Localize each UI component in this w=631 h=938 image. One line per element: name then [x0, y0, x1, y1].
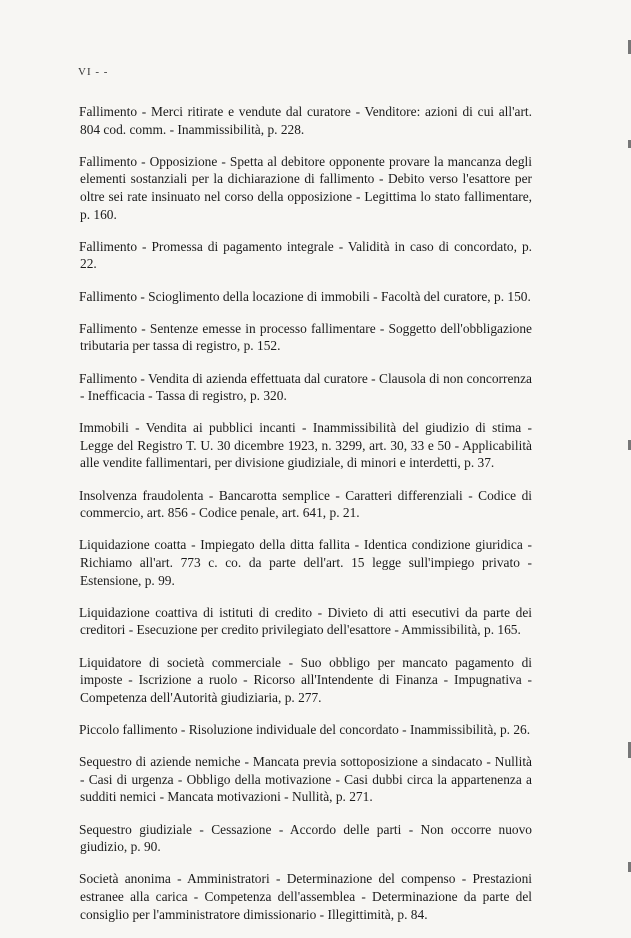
index-entry: Liquidazione coatta - Impiegato della ditta fallita - Identica condizione giuridica - Richiamo all'art. 773 c. co. da parte dell'art. 15 legge sull'impiego privato - Estensione, p. 99. [79, 537, 532, 588]
index-list [80, 103, 532, 938]
index-entry: Immobili - Vendita ai pubblici incanti - Inammissibilità del giudizio di stima - Legge del Registro T. U. 30 dicembre 1923, n. 3299, art. 30, 33 e 50 - Applicabilità alle vendite fallimentari, per divisione giudiziale, di minori e interdetti, p. 37. [79, 420, 532, 471]
index-entry: Insolvenza fraudolenta - Bancarotta semplice - Caratteri differenziali - Codice di commercio, art. 856 - Codice penale, art. 641, p. 21. [79, 487, 532, 521]
page-number: VI - - [78, 66, 109, 78]
index-entry: Fallimento - Vendita di azienda effettuata dal curatore - Clausola di non concorrenza - Inefficacia - Tassa di registro, p. 320. [79, 370, 532, 404]
index-entry: Sequestro di aziende nemiche - Mancata previa sottoposizione a sindacato - Nullità - Casi di urgenza - Obbligo della motivazione - Casi dubbi circa la appartenenza a sudditi nemici - Mancata motivazioni - Nullità, p. 271. [79, 754, 532, 805]
index-entry: Piccolo fallimento - Risoluzione individuale del concordato - Inammissibilità, p. 26. [79, 721, 531, 737]
index-entry: Fallimento - Merci ritirate e vendute dal curatore - Venditore: azioni di cui all'art. 804 cod. comm. - Inammissibilità, p. 228. [79, 104, 532, 137]
index-entry: Liquidatore di società commerciale - Suo obbligo per mancato pagamento di imposte - Iscrizione a ruolo - Ricorso all'Intendente di Finanza - Impugnativa - Competenza dell'Autorità giudiziaria, p. 277. [79, 654, 532, 705]
index-entry: Società anonima - Amministratori - Determinazione del compenso - Prestazioni estranee alla carica - Competenza dell'assemblea - Determinazione da parte del consiglio per l'amministratore dimissionario - Illegittimità, p. 84. [79, 871, 532, 922]
index-entry: Fallimento - Opposizione - Spetta al debitore opponente provare la mancanza degli elementi sostanziali per la dichiarazione di fallimento - Debito verso l'esattore per oltre sei rate insinuato nel corso della opposizione - Legittima lo stato fallimentare, p. 160. [79, 153, 532, 222]
index-entry: Fallimento - Scioglimento della locazione di immobili - Facoltà del curatore, p. 150. [79, 288, 531, 304]
index-entry: Liquidazione coattiva di istituti di credito - Divieto di atti esecutivi da parte dei creditori - Esecuzione per credito privilegiato dell'esattore - Ammissibilità, p. 165. [79, 604, 532, 638]
index-entry: Fallimento - Promessa di pagamento integrale - Validità in caso di concordato, p. 22. [79, 238, 532, 272]
index-entry: Fallimento - Sentenze emesse in processo fallimentare - Soggetto dell'obbligazione tributaria per tassa di registro, p. 152. [79, 320, 532, 354]
index-entry: Sequestro giudiziale - Cessazione - Accordo delle parti - Non occorre nuovo giudizio, p. 90. [79, 821, 532, 855]
